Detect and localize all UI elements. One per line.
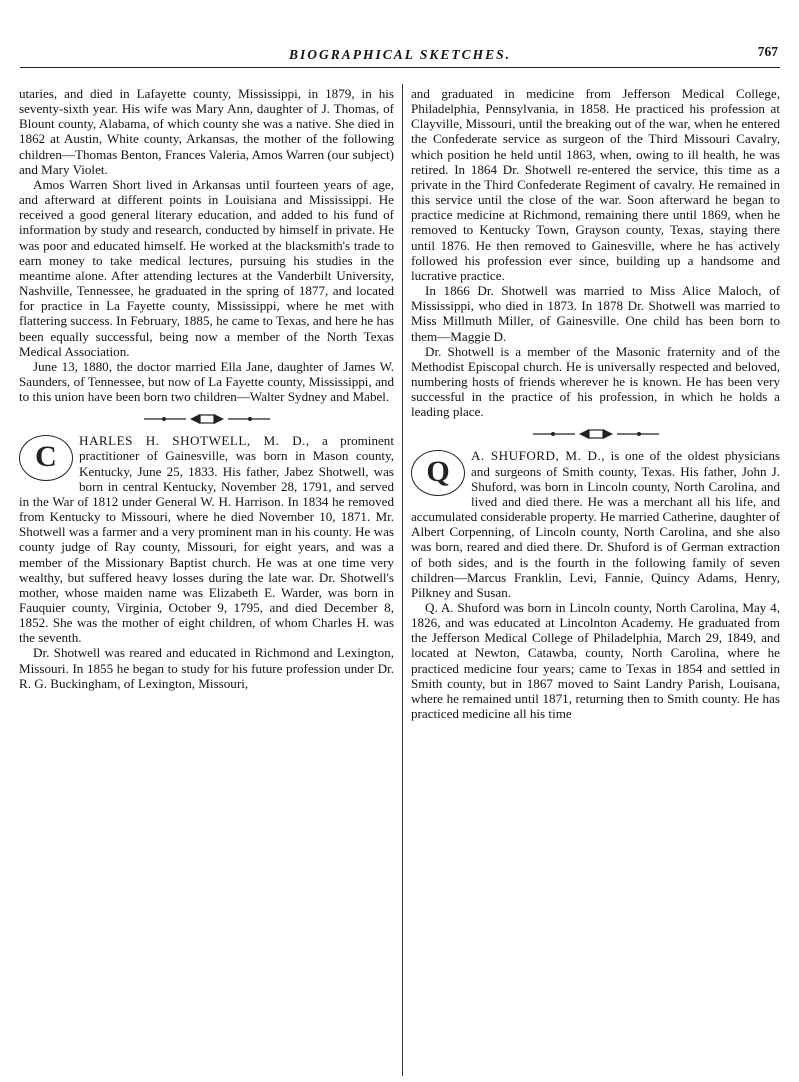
paragraph: Dr. Shotwell was reared and educated in Richmond and Lexington, Missouri. In 1855 he began to study for his future profession under Dr. R. G. Buckingham, of Lexington, Missouri, (19, 645, 394, 691)
paragraph: utaries, and died in Lafayette county, Mississippi, in 1879, in his seventy-sixth year. His wife was Mary Ann, daughter of J. Thomas, of Blount county, Alabama, of which county she was a native. She died in 1862 at Austin, White county, Arkansas, the mother of the following children—Thomas Benton, Frances Valeria, Amos Warren (our subject) and Mary Violet. (19, 86, 394, 177)
running-head: BIOGRAPHICAL SKETCHES. (288, 47, 512, 62)
entry-name: HARLES H. SHOTWELL, M. D., (79, 433, 310, 449)
paragraph: In 1866 Dr. Shotwell was married to Miss Alice Maloch, of Mississippi, who died in 1873. In 1878 Dr. Shotwell was married to Miss Millmuth Miller, of Gainesville. One child has been born to them—Maggie D. (411, 283, 780, 344)
ornate-initial: Q (411, 450, 465, 496)
paragraph: and graduated in medicine from Jefferson Medical College, Philadelphia, Pennsylvania, in 1858. He practiced his profession at Clayville, Missouri, until the breaking out of the war, when he entered the Confederate service as surgeon of the Third Missouri Cavalry, which position he held until 1863, when, owing to ill health, he was retired. In 1864 Dr. Shotwell re-entered the service, this time as a private in the Third Confederate Regiment of cavalry. He remained in this service until the close of the war. Soon afterward he began to practice medicine at Richmond, remaining there until 1869, when he removed to Kentucky Town, Grayson county, Texas, staying there until 1876. He then removed to Gainesville, where he has actively followed his profession ever since, building up a handsome and lucrative practice. (411, 86, 780, 283)
ornate-initial: C (19, 435, 73, 481)
paragraph: June 13, 1880, the doctor married Ella Jane, daughter of James W. Saunders, of Tennessee, but now of La Fayette county, Mississippi, and to this union have been born two children—Walter Sydney and Mabel. (19, 358, 394, 405)
section-ornament (411, 428, 780, 440)
entry-text: a prominent practitioner of Gainesville, was born in Mason county, Kentucky, June 25, 1833. His father, Jabez Shotwell, was born in central Kentucky, November 28, 1791, and served in the War of 1812 under General W. H. Harrison. In 1834 he removed from Kentucky to Missouri, where he died November 10, 1871. Mr. Shotwell was a farmer and a very prominent man in his county. He was county judge of Ray county, Missouri, for eight years, and was a member of the Missionary Baptist church. He was at one time very wealthy, but suffered heavy losses during the late war. Dr. Shotwell's mother, whose maiden name was Elizabeth E. Warder, was born in Fauquier county, Virginia, October 9, 1795, and died December 8, 1852. She was the mother of eight children, of whom Charles H. was the seventh. (19, 433, 394, 646)
paragraph: Dr. Shotwell is a member of the Masonic fraternity and of the Methodist Episcopal church. He is universally respected and beloved, numbering hosts of friends wherever he is known. He has been very successful in the practice of his profession, in which he holds a leading place. (411, 343, 780, 420)
ornament-flourish-icon (531, 428, 661, 440)
ornament-flourish-icon (142, 413, 272, 425)
left-column (19, 86, 394, 1076)
page-header (20, 40, 780, 68)
page-number: 767 (757, 44, 778, 59)
paragraph: Amos Warren Short lived in Arkansas until fourteen years of age, and afterward at different points in Louisiana and Mississippi. He received a good general literary education, and added to his fund of information by study and research, conducted by himself in private. He was poor and educated himself. He worked at the blacksmith's trade to earn money to take medical lectures, pursuing his studies in the meantime alone. After attending lectures at the Vanderbilt University, Nashville, Tennessee, he graduated in the spring of 1877, and located for practice in La Fayette county, Mississippi, where he met with flattering success. In February, 1885, he came to Texas, and here he has been equally successful, being now a member of the North Texas Medical Association. (19, 176, 394, 359)
entry-name: A. SHUFORD, M. D., (471, 448, 605, 464)
entry-text: is one of the oldest physicians and surgeons of Smith county, Texas. His father, John J. Shuford, was born in Lincoln county, North Carolina, and lived and died there. He was a merchant all his life, and accumulated considerable property. He married Catherine, daughter of Albert Corpenning, of Lincoln county, North Carolina, and she also was born, reared and died there. Dr. Shuford is of German extraction of both sides, and is the fourth in the following family of seven children—Marcus Franklin, Levi, Fannie, Quincy Adams, Henry, Pilkney and Susan. (411, 448, 780, 600)
right-column (411, 86, 780, 1076)
column-divider (402, 84, 403, 1076)
header-rule (20, 67, 780, 68)
paragraph: Q. A. Shuford was born in Lincoln county, North Carolina, May 4, 1826, and was educated at Lincolnton Academy. He graduated from the Jefferson Medical College of Philadelphia, March 29, 1849, and located at Newton, Catawba, county, North Carolina, where he practiced medicine four years; came to Texas in 1854 and settled in Smith county, but in 1867 moved to Saint Landry Parish, Louisana, where he remained until 1871, returning then to Smith county. He has practiced medicine all his time (411, 600, 780, 722)
biography-entry-shotwell (19, 433, 394, 645)
section-ornament (19, 413, 394, 425)
biography-entry-shuford (411, 448, 780, 600)
